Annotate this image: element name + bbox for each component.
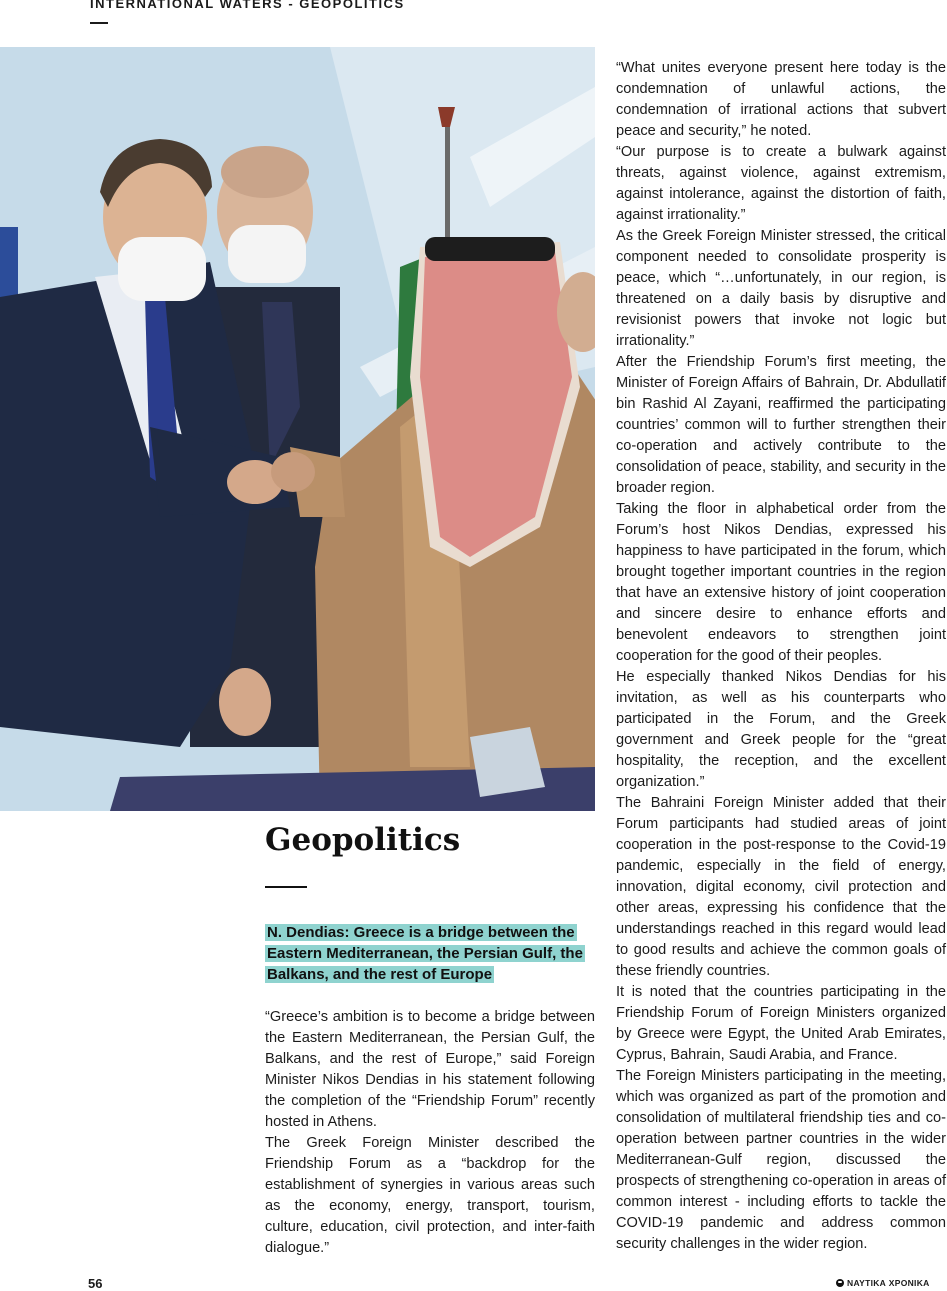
article-photo — [0, 47, 595, 811]
article-subheading — [265, 922, 605, 985]
heading-rule — [265, 886, 307, 888]
right-paragraph: The Foreign Ministers participating in the meeting, which was organized as part of the promotion and consolidation of multilateral friendship ties and co-operation between partner countries in the wider Mediterranean-Gulf region, discussed the prospects of strengthening co-operation in areas of common interest - including efforts to tackle the COVID-19 pandemic and address common security challenges in the wider region. — [616, 1068, 946, 1252]
left-paragraph: The Greek Foreign Minister described the Friendship Forum as a “backdrop for the establishment of synergies in various areas such as the economy, energy, transport, tourism, culture, education, civil protection, and inter-faith dialogue.” — [265, 1135, 595, 1256]
brand-footer — [836, 1278, 930, 1288]
brand-name: ΝΑΥΤΙΚΑ ΧΡΟΝΙΚΑ — [847, 1278, 930, 1288]
right-paragraph: “What unites everyone present here today is the condemnation of unlawful actions, the condemnation of irrational actions that subvert peace and security,” he noted. — [616, 60, 946, 139]
right-paragraph: It is noted that the countries participating in the Friendship Forum of Foreign Ministers organized by Greece were Egypt, the United Arab Emirates, Cyprus, Bahrain, Saudi Arabia, and France. — [616, 984, 946, 1063]
brand-logo-icon — [836, 1279, 844, 1287]
right-paragraph: He especially thanked Nikos Dendias for his invitation, as well as his counterparts who participated in the Forum, and the Greek government and Greek people for the “great hospitality, the reception, and the excellent organization.” — [616, 669, 946, 790]
left-column — [265, 1007, 595, 1259]
right-paragraph: “Our purpose is to create a bulwark against threats, against violence, against extremism, against intolerance, against the distortion of faith, against irrationality.” — [616, 144, 946, 223]
right-paragraph: Taking the floor in alphabetical order from the Forum’s host Nikos Dendias, expressed his happiness to have participated in the forum, which brought together important countries in the region that have an extensive history of joint cooperation and sincere desire to enhance efforts and benevolent endeavors to strengthen joint cooperation for the good of their peoples. — [616, 501, 946, 664]
page-number: 56 — [88, 1276, 103, 1291]
section-rule — [90, 22, 108, 24]
photo-illustration — [0, 47, 595, 811]
section-label: INTERNATIONAL WATERS - GEOPOLITICS — [90, 0, 405, 11]
right-paragraph: As the Greek Foreign Minister stressed, the critical component needed to consolidate prosperity is peace, which “…unfortunately, in our region, is threatened on a daily basis by disruptive and revisionist powers that invoke not logic but irrationality.” — [616, 228, 946, 349]
right-column — [616, 58, 946, 1255]
subheading-text: N. Dendias: Greece is a bridge between the Eastern Mediterranean, the Persian Gulf, the Balkans, and the rest of Europe — [267, 924, 583, 983]
article-heading: Geopolitics — [265, 822, 461, 858]
left-paragraph: “Greece’s ambition is to become a bridge between the Eastern Mediterranean, the Persian Gulf, the Balkans, and the rest of Europe,” said Foreign Minister Nikos Dendias in his statement following the completion of the “Friendship Forum” recently hosted in Athens. — [265, 1009, 595, 1130]
right-paragraph: After the Friendship Forum’s first meeting, the Minister of Foreign Affairs of Bahrain, Dr. Abdullatif bin Rashid Al Zayani, reaffirmed the participating countries’ common will to further strengthen their co-operation and actively contribute to the consolidation of peace, stability, and security in the broader region. — [616, 354, 946, 496]
right-paragraph: The Bahraini Foreign Minister added that their Forum participants had studied areas of joint cooperation in the post-response to the Covid-19 pandemic, especially in the field of energy, innovation, digital economy, civil protection and other areas, expressing his confidence that the understandings reached in this regard would lead to good results and achieve the common goals of these friendly countries. — [616, 795, 946, 979]
